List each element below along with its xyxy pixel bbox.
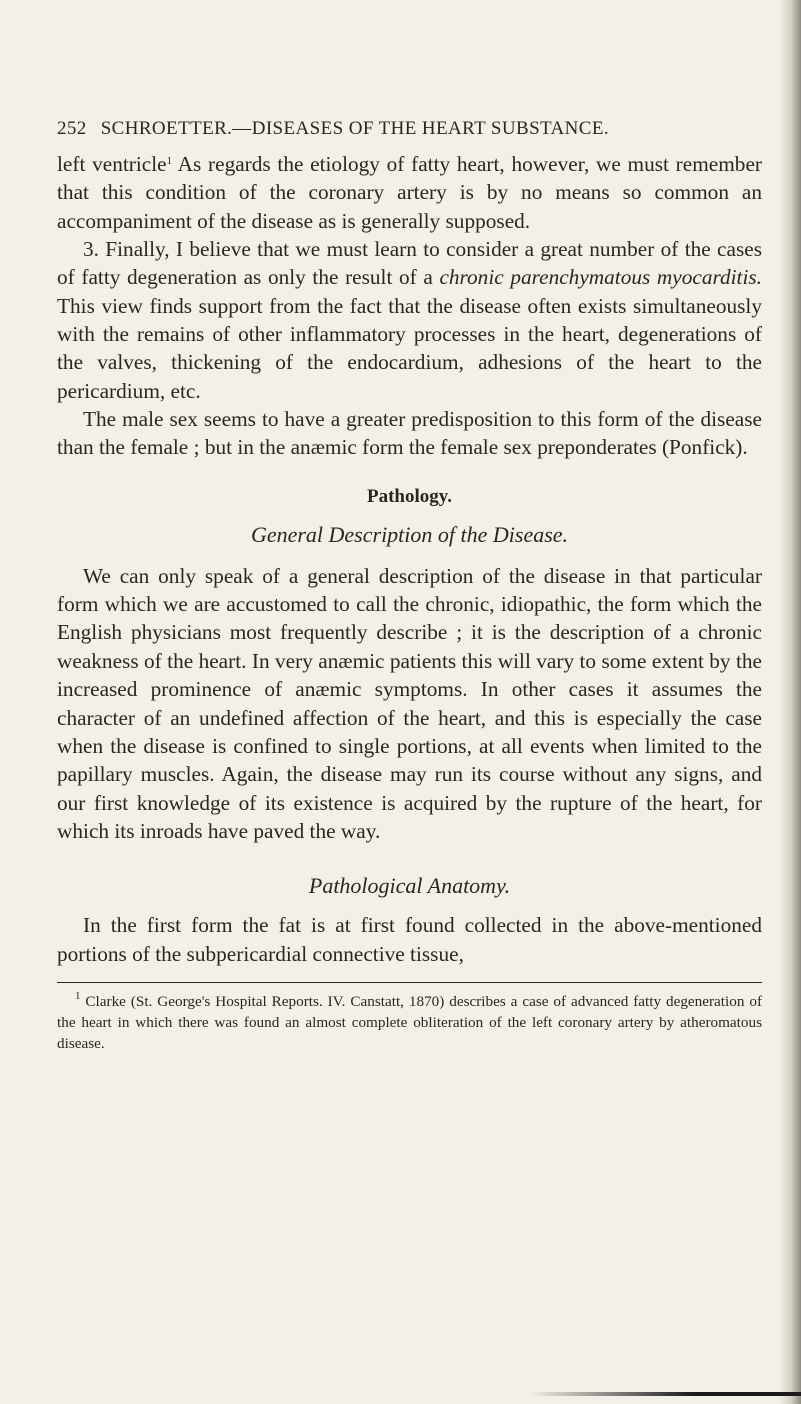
footnote-divider [57, 982, 762, 983]
page-number: 252 [57, 118, 87, 139]
running-title: SCHROETTER.—DISEASES OF THE HEART SUBSTANCE. [100, 118, 609, 139]
paragraph-2 [57, 235, 762, 405]
book-page [57, 118, 762, 1054]
paragraph-3: The male sex seems to have a greater predisposition to this form of the disease than the female ; but in the anæmic form the female sex preponderates (Ponfick). [57, 407, 762, 460]
paragraph-1-start: left ventricle [57, 152, 167, 176]
subheading-general-description: General Description of the Disease. [250, 521, 569, 547]
footnote-ref: 1 [166, 155, 173, 167]
paragraph-2-end: This view finds support from the fact that the disease often exists simultaneously with the remains of other inflammatory processes in the heart, degenerations of the valves, thickening of the endocardium, adhesions of the heart to the pericardium, etc. [57, 293, 762, 403]
subheading-pathological-anatomy: Pathological Anatomy. [308, 873, 511, 899]
footnote-marker: 1 [75, 989, 81, 1002]
paragraph-4: We can only speak of a general description of the disease in that particular form which we are accustomed to call the chronic, idiopathic, the form which the English physicians most frequently describe ; it is the description of a chronic weakness of the heart. In very anæmic patients this will vary to some extent by the increased prominence of anæmic symptoms. In other cases it assumes the character of an undefined affection of the heart, and this is especially the case when the disease is confined to single portions, at all events when limited to the papillary muscles. Again, the disease may run its course without any signs, and our first knowledge of its existence is acquired by the rupture of the heart, for which its inroads have paved the way. [57, 563, 762, 843]
footnote [57, 991, 762, 1054]
page-edge-shadow [779, 0, 801, 1404]
paragraph-1 [57, 150, 762, 235]
page-bottom-edge [530, 1392, 801, 1396]
section-heading-pathology: Pathology. [367, 485, 452, 507]
footnote-text: Clarke (St. George's Hospital Reports. IV. Canstatt, 1870) describes a case of advanced fatty degeneration of the heart in which there was found an almost complete obliteration of the left coronary artery by atheromatous disease. [57, 992, 762, 1052]
paragraph-1-rest: As regards the etiology of fatty heart, however, we must remember that this condition of the coronary artery is by no means so common an accompaniment of the disease as is generally supposed. [57, 152, 762, 233]
running-header [57, 118, 762, 140]
paragraph-5: In the first form the fat is at first found collected in the above-mentioned portions of the subpericardial connective tissue, [57, 913, 762, 966]
paragraph-2-start: 3. Finally, I believe that we must learn to consider a great number of the cases of fatty degeneration as only the result of a [57, 237, 762, 290]
paragraph-2-italic: chronic parenchymatous myocarditis. [439, 265, 763, 290]
